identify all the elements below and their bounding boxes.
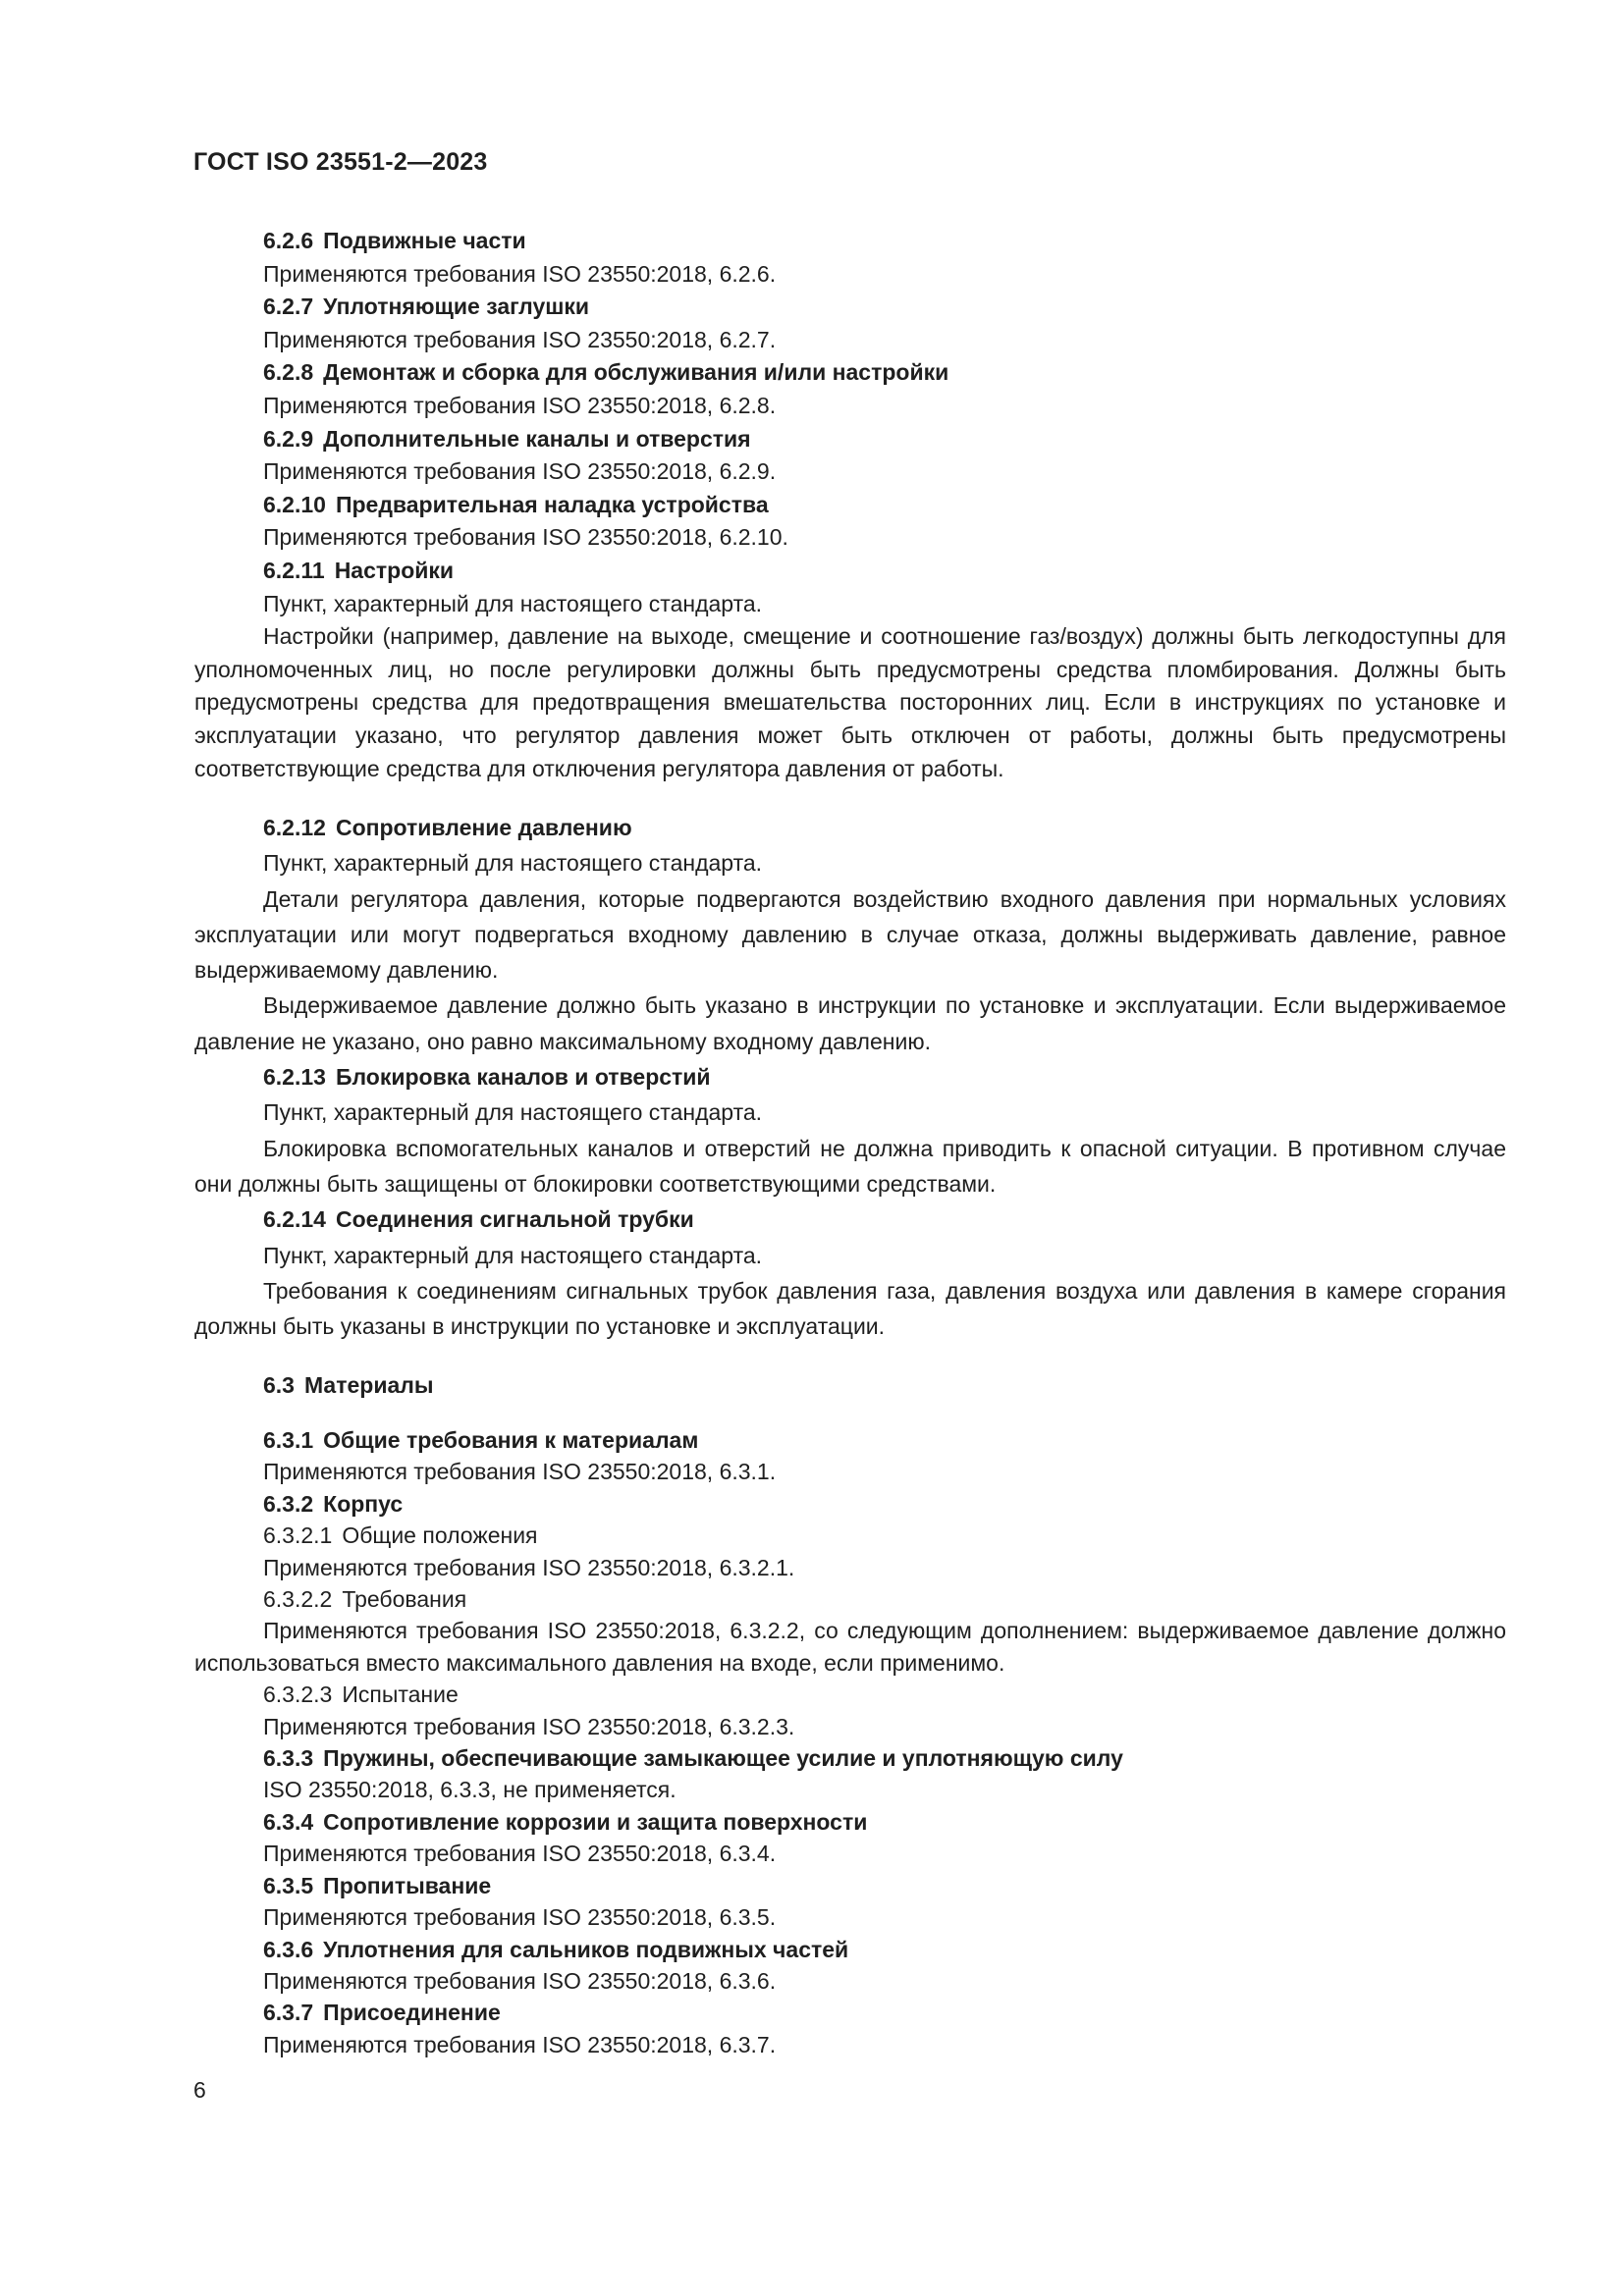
body-6-2-7: Применяются требования ISO 23550:2018, 6.2.7. bbox=[263, 326, 777, 352]
heading-6-3-5 bbox=[194, 1870, 1506, 1901]
subheading-6-3-2-1 bbox=[194, 1520, 1506, 1551]
paragraph-6-2-14: Требования к соединениям сигнальных трубок давления газа, давления воздуха или давления в камере сгорания должны быть указаны в инструкции по установке и эксплуатации. bbox=[194, 1277, 1506, 1340]
section-title: Испытание bbox=[342, 1682, 459, 1708]
heading-6-2-6 bbox=[194, 225, 1506, 258]
section-number: 6.2.6 bbox=[263, 228, 314, 253]
section-title: Подвижные части bbox=[323, 228, 526, 253]
note-6-2-13: Пункт, характерный для настоящего стандарта. bbox=[263, 1099, 763, 1126]
section-number: 6.2.8 bbox=[263, 359, 314, 386]
section-title: Корпус bbox=[323, 1490, 404, 1517]
paragraph-6-2-13: Блокировка вспомогательных каналов и отверстий не должна приводить к опасной ситуации. В противном случае они должны быть защищены от блокировки соответствующими средствами. bbox=[194, 1135, 1506, 1197]
heading-6-3-2 bbox=[194, 1488, 1506, 1520]
document-code-header: ГОСТ ISO 23551-2—2023 bbox=[193, 148, 488, 176]
subheading-6-3-2-2 bbox=[194, 1583, 1506, 1615]
note-6-2-11: Пункт, характерный для настоящего стандарта. bbox=[263, 590, 763, 616]
body-6-2-6: Применяются требования ISO 23550:2018, 6.2.6. bbox=[263, 260, 777, 287]
section-title: Демонтаж и сборка для обслуживания и/или настройки bbox=[323, 359, 949, 386]
page-number: 6 bbox=[193, 2077, 206, 2103]
section-number: 6.3.4 bbox=[263, 1808, 314, 1835]
note-6-2-12: Пункт, характерный для настоящего стандарта. bbox=[263, 850, 763, 877]
note-6-2-14: Пункт, характерный для настоящего стандарта. bbox=[263, 1242, 763, 1268]
heading-6-2-9 bbox=[194, 423, 1506, 456]
section-number: 6.3.2.3 bbox=[263, 1682, 333, 1708]
body-6-3-1: Применяются требования ISO 23550:2018, 6.3.1. bbox=[263, 1459, 777, 1485]
section-group-6-2-6-to-6-2-11 bbox=[194, 225, 1506, 785]
section-number: 6.3.6 bbox=[263, 1936, 314, 1962]
section-number: 6.3.3 bbox=[263, 1745, 314, 1772]
heading-6-2-10 bbox=[194, 489, 1506, 522]
body-6-2-10: Применяются требования ISO 23550:2018, 6.2.10. bbox=[263, 524, 788, 551]
section-number: 6.3.2.2 bbox=[263, 1586, 333, 1613]
paragraph-6-2-12-b: Выдерживаемое давление должно быть указано в инструкции по установке и эксплуатации. Если выдерживаемое давление не указано, оно равно максимальному входному давлению. bbox=[194, 992, 1506, 1054]
heading-6-2-8 bbox=[194, 356, 1506, 390]
section-title: Уплотняющие заглушки bbox=[323, 294, 590, 320]
heading-6-3-3 bbox=[194, 1742, 1506, 1774]
body-6-3-2-3: Применяются требования ISO 23550:2018, 6.3.2.3. bbox=[263, 1713, 795, 1739]
section-group-6-3-1-to-6-3-7 bbox=[194, 1424, 1506, 2060]
section-title: Сопротивление давлению bbox=[335, 815, 632, 840]
section-number: 6.2.7 bbox=[263, 294, 314, 320]
section-title: Присоединение bbox=[323, 2000, 501, 2026]
section-title: Предварительная наладка устройства bbox=[335, 491, 769, 517]
body-6-3-7: Применяются требования ISO 23550:2018, 6.3.7. bbox=[263, 2031, 777, 2057]
body-6-2-8: Применяются требования ISO 23550:2018, 6.2.8. bbox=[263, 392, 777, 418]
heading-6-3-7 bbox=[194, 1997, 1506, 2028]
heading-6-3-1 bbox=[194, 1424, 1506, 1456]
section-number: 6.3.5 bbox=[263, 1872, 314, 1898]
body-6-3-3: ISO 23550:2018, 6.3.3, не применяется. bbox=[263, 1777, 677, 1803]
section-number: 6.3.7 bbox=[263, 2000, 314, 2026]
section-title: Материалы bbox=[303, 1372, 434, 1398]
paragraph-6-2-12-a: Детали регулятора давления, которые подвергаются воздействию входного давления при нормальных условиях эксплуатации или могут подвергаться входному давлению в случае отказа, должны выдерживать давление, равное выдерживаемому давлению. bbox=[194, 885, 1506, 984]
heading-6-2-12 bbox=[194, 810, 1506, 845]
body-6-3-6: Применяются требования ISO 23550:2018, 6.3.6. bbox=[263, 1967, 777, 1994]
section-number: 6.2.13 bbox=[263, 1064, 326, 1091]
section-number: 6.2.10 bbox=[263, 491, 326, 517]
section-number: 6.3.2 bbox=[263, 1490, 314, 1517]
section-number: 6.3.2.1 bbox=[263, 1522, 333, 1549]
section-title: Пропитывание bbox=[323, 1872, 492, 1898]
paragraph-6-3-2-2: Применяются требования ISO 23550:2018, 6.3.2.2, со следующим дополнением: выдерживаемое давление должно использоваться вместо максимального давления на входе, если применимо. bbox=[194, 1618, 1506, 1676]
section-title: Общие требования к материалам bbox=[323, 1427, 699, 1453]
section-title: Дополнительные каналы и отверстия bbox=[323, 425, 751, 452]
heading-6-3 bbox=[194, 1369, 1506, 1402]
section-number: 6.2.9 bbox=[263, 425, 314, 452]
section-title: Общие положения bbox=[342, 1522, 538, 1549]
section-6-3-heading-block bbox=[194, 1369, 1506, 1402]
section-number: 6.3 bbox=[263, 1372, 295, 1398]
body-6-3-4: Применяются требования ISO 23550:2018, 6.3.4. bbox=[263, 1841, 777, 1867]
section-title: Уплотнения для сальников подвижных частей bbox=[323, 1936, 849, 1962]
section-number: 6.3.1 bbox=[263, 1427, 314, 1453]
section-number: 6.2.11 bbox=[263, 557, 325, 583]
subheading-6-3-2-3 bbox=[194, 1679, 1506, 1710]
heading-6-3-6 bbox=[194, 1934, 1506, 1965]
heading-6-2-7 bbox=[194, 291, 1506, 324]
section-number: 6.2.12 bbox=[263, 815, 326, 840]
heading-6-3-4 bbox=[194, 1806, 1506, 1838]
body-6-3-5: Применяются требования ISO 23550:2018, 6.3.5. bbox=[263, 1904, 777, 1931]
section-number: 6.2.14 bbox=[263, 1206, 326, 1233]
heading-6-2-13 bbox=[194, 1059, 1506, 1095]
section-title: Требования bbox=[342, 1586, 467, 1613]
heading-6-2-11 bbox=[194, 555, 1506, 588]
section-title: Настройки bbox=[334, 557, 455, 583]
section-group-6-2-12-to-6-2-14 bbox=[194, 810, 1506, 1344]
body-6-2-9: Применяются требования ISO 23550:2018, 6.2.9. bbox=[263, 458, 777, 485]
body-6-3-2-1: Применяются требования ISO 23550:2018, 6.3.2.1. bbox=[263, 1554, 795, 1580]
section-title: Соединения сигнальной трубки bbox=[335, 1206, 694, 1233]
paragraph-6-2-11: Настройки (например, давление на выходе, смещение и соотношение газ/воздух) должны быть легкодоступны для уполномоченных лиц, но после регулировки должны быть предусмотрены средства пломбирования. Должны быть предусмотрены средства для предотвращения вмешательства посторонних лиц. Если в инструкциях по установке и эксплуатации указано, что регулятор давления может быть отключен от работы, должны быть предусмотрены соответствующие средства для отключения регулятора давления от работы. bbox=[194, 623, 1506, 781]
section-title: Блокировка каналов и отверстий bbox=[335, 1064, 711, 1091]
section-title: Сопротивление коррозии и защита поверхности bbox=[323, 1808, 868, 1835]
section-title: Пружины, обеспечивающие замыкающее усилие и уплотняющую силу bbox=[323, 1745, 1123, 1772]
heading-6-2-14 bbox=[194, 1201, 1506, 1237]
